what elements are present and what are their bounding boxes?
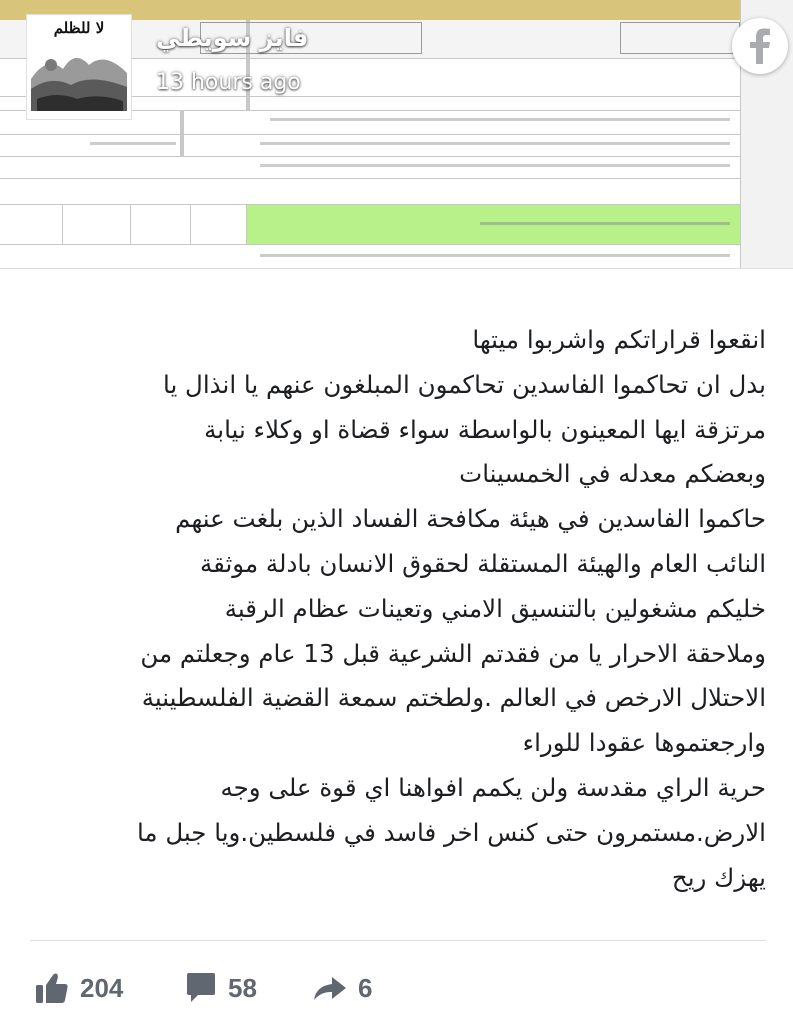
stats-divider bbox=[30, 940, 766, 941]
post-line: يهزك ريح bbox=[671, 862, 766, 892]
post-line: وارجعتموها عقودا للوراء bbox=[522, 728, 766, 758]
post-line: حاكموا الفاسدين في هيئة مكافحة الفساد الذين بلغت عنهم bbox=[175, 504, 766, 534]
post-line: النائب العام والهيئة المستقلة لحقوق الانسان بادلة موثقة bbox=[199, 548, 766, 578]
post-line: حرية الراي مقدسة ولن يكمم افواهنا اي قوة على وجه bbox=[220, 772, 766, 802]
author-name[interactable]: فايز سويطي bbox=[156, 24, 309, 52]
avatar-landscape-image bbox=[27, 15, 131, 119]
share-arrow-icon bbox=[312, 973, 348, 1003]
post-timestamp[interactable]: 13 hours ago bbox=[156, 70, 301, 95]
post-text bbox=[30, 318, 766, 900]
like-button[interactable] bbox=[34, 966, 123, 1010]
post-line: الاحتلال الارخص في العالم .ولطختم سمعة القضية الفلسطينية bbox=[141, 683, 766, 713]
comment-count: 58 bbox=[228, 972, 257, 1003]
avatar-slogan: لا للظلم bbox=[53, 19, 105, 37]
author-avatar[interactable] bbox=[26, 14, 132, 120]
comment-button[interactable] bbox=[184, 966, 257, 1010]
post-line: الارض.مستمرون حتى كنس اخر فاسد في فلسطين.ويا جبل ما bbox=[136, 817, 766, 847]
share-button[interactable] bbox=[312, 966, 372, 1010]
facebook-f-icon bbox=[732, 18, 788, 74]
post-line: انقعوا قراراتكم واشربوا ميتها bbox=[472, 325, 766, 354]
thumbs-up-icon bbox=[34, 971, 70, 1005]
post-line: مرتزقة ايها المعينون بالواسطة سواء قضاة او وكلاء نيابة bbox=[204, 414, 766, 444]
comment-bubble-icon bbox=[184, 971, 218, 1005]
post-line: وملاحقة الاحرار يا من فقدتم الشرعية قبل 13 عام وجعلتم من bbox=[140, 638, 766, 668]
share-count: 6 bbox=[358, 972, 373, 1003]
post-line: خليكم مشغولين بالتنسيق الامني وتعينات عظام الرقبة bbox=[224, 593, 766, 623]
like-count: 204 bbox=[80, 972, 124, 1003]
post-line: وبعضكم معدله في الخمسينات bbox=[459, 459, 766, 489]
post-line: بدل ان تحاكموا الفاسدين تحاكمون المبلغون عنهم يا انذال يا bbox=[162, 369, 766, 399]
